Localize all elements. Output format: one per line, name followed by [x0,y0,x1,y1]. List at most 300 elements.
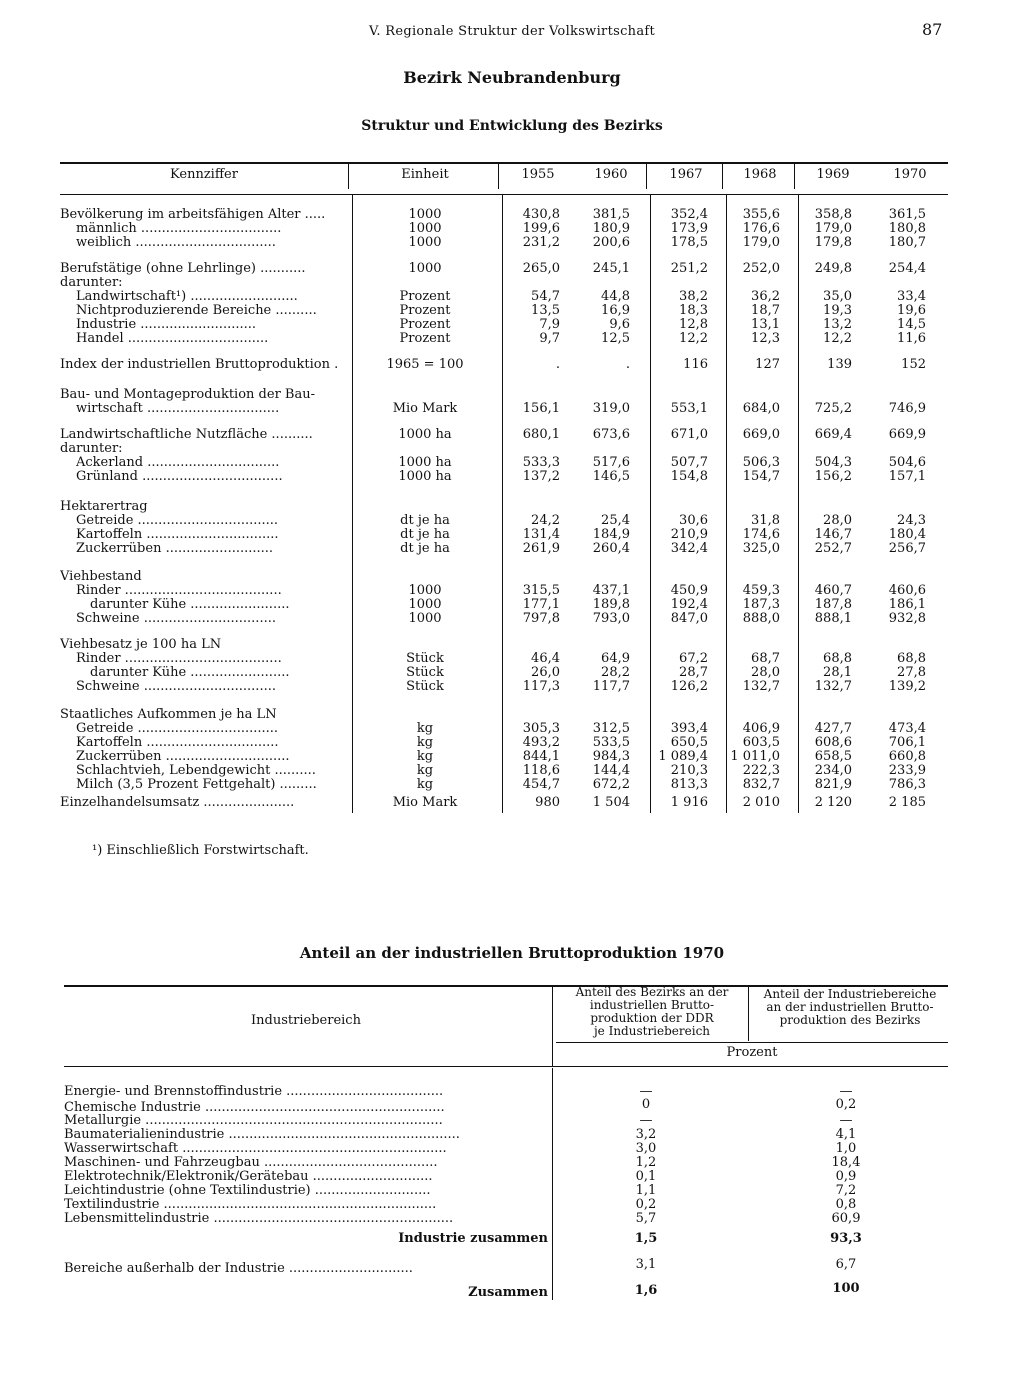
row-label: Industrie ............................ [76,318,257,332]
value: 27,8 [897,665,926,680]
value: 157,1 [888,469,926,484]
row-label: weiblich .................................. [76,236,276,250]
divider [726,195,727,813]
value: 46,4 [531,651,560,666]
value-a: 5,7 [635,1211,657,1226]
value: 361,5 [888,207,926,222]
value: 38,2 [679,289,708,304]
row-label: Elektrotechnik/Elektronik/Gerätebau ............................. [64,1170,433,1184]
page-number: 87 [922,20,943,39]
value: 12,2 [679,331,708,346]
row-label: Berufstätige (ohne Lehrlinge) ........... [60,262,306,276]
value: 252,0 [742,261,780,276]
divider [650,195,651,813]
unit: 1000 [408,261,442,276]
sum-value-a: 1,5 [634,1231,658,1246]
col-header-a-line: produktion der DDR [590,1011,714,1025]
row-label: Milch (3,5 Prozent Fettgehalt) ......... [76,778,317,792]
value: 9,6 [609,317,630,332]
unit: Mio Mark [392,401,458,416]
row-label: Viehbestand [60,570,142,584]
value: 2 120 [814,795,852,810]
value: 352,4 [670,207,708,222]
value: 832,7 [742,777,780,792]
row-label: Maschinen- und Fahrzeugbau .......................................... [64,1156,438,1170]
table1-top-rule [60,162,948,164]
unit: Mio Mark [392,795,458,810]
unit: 1000 [408,597,442,612]
value: 187,3 [742,597,780,612]
value: 2 010 [742,795,780,810]
row-label: Metallurgie ........................................................................ [64,1114,443,1128]
value: 553,1 [670,401,708,416]
row-label: Schweine ................................ [76,612,276,626]
value: 13,2 [823,317,852,332]
value: 460,6 [888,583,926,598]
value: 12,8 [679,317,708,332]
value-a: 1,1 [635,1183,657,1198]
unit: Prozent [399,289,451,304]
value: 680,1 [522,427,560,442]
value-a: 3,0 [635,1141,657,1156]
unit: dt je ha [400,527,450,542]
row-label: Handel .................................. [76,332,269,346]
col-header: 1960 [594,167,628,182]
value: 844,1 [522,749,560,764]
value: 179,0 [742,235,780,250]
unit: dt je ha [400,541,450,556]
value: 671,0 [670,427,708,442]
row-label: Lebensmittelindustrie .......................................................... [64,1212,454,1226]
row-label: darunter: [60,442,123,456]
table2-header-rule [64,1066,948,1067]
value: 507,7 [670,455,708,470]
value-a: 0,2 [635,1197,657,1212]
value: 117,7 [592,679,630,694]
value: 28,1 [823,665,852,680]
col-header: 1968 [743,167,777,182]
value: 132,7 [814,679,852,694]
value: 233,9 [888,763,926,778]
row-label: Index der industriellen Bruttoproduktion . [60,358,339,372]
row-label: Kartoffeln ................................ [76,528,279,542]
total-label: Zusammen [468,1285,548,1300]
unit: Prozent [399,317,451,332]
value: 189,8 [592,597,630,612]
value-b: 0,2 [835,1097,857,1112]
value-a: 3,2 [635,1127,657,1142]
divider [794,163,795,189]
value: 1 011,0 [730,749,780,764]
value: 658,5 [814,749,852,764]
value: 137,2 [522,469,560,484]
col-header: 1969 [816,167,850,182]
col-header: Einheit [401,167,449,182]
value: 139 [827,357,852,372]
value: 888,1 [814,611,852,626]
row-label: Leichtindustrie (ohne Textilindustrie) ............................ [64,1184,431,1198]
unit: Stück [406,651,444,666]
value-b: 0,8 [835,1197,857,1212]
value: 672,2 [592,777,630,792]
total-value-a: 1,6 [634,1283,658,1298]
value: 251,2 [670,261,708,276]
page-title: Bezirk Neubrandenburg [403,68,621,87]
value-b: 0,9 [835,1169,857,1184]
value: 381,5 [592,207,630,222]
row-label: wirtschaft ................................ [76,402,280,416]
value: 68,7 [751,651,780,666]
unit: 1000 [408,207,442,222]
value: 305,3 [522,721,560,736]
value: 24,2 [531,513,560,528]
value: 533,3 [522,455,560,470]
value: 44,8 [601,289,630,304]
value-a: 0 [641,1097,651,1112]
value: 793,0 [592,611,630,626]
value: 30,6 [679,513,708,528]
value: 1 916 [670,795,708,810]
value: 506,3 [742,455,780,470]
value: 68,8 [897,651,926,666]
row-label: Zuckerrüben .......................... [76,542,274,556]
row-label: männlich .................................. [76,222,282,236]
value: 28,0 [751,665,780,680]
value: 669,9 [888,427,926,442]
value: 127 [755,357,780,372]
value: 450,9 [670,583,708,598]
col-header-b-line: Anteil der Industriebereiche [763,987,937,1001]
value: 144,4 [592,763,630,778]
divider [646,163,647,189]
value: 116 [683,357,708,372]
value: 13,5 [531,303,560,318]
value: 231,2 [522,235,560,250]
value: 154,8 [670,469,708,484]
value: 146,7 [814,527,852,542]
row-label: Einzelhandelsumsatz ...................... [60,796,295,810]
row-label: Getreide .................................. [76,722,279,736]
row-label: Kartoffeln ................................ [76,736,279,750]
unit-label: Prozent [726,1045,778,1060]
value: 26,0 [531,665,560,680]
value: 234,0 [814,763,852,778]
value: . [555,357,560,372]
row-label: Baumaterialienindustrie ........................................................ [64,1128,460,1142]
row-label: Bau- und Montageproduktion der Bau- [60,388,315,402]
row-label: darunter Kühe ........................ [90,666,290,680]
value: 156,1 [522,401,560,416]
value: 180,9 [592,221,630,236]
value: 454,7 [522,777,560,792]
value: 1 089,4 [658,749,708,764]
value-a: — [639,1113,653,1128]
value: 210,3 [670,763,708,778]
value: 460,7 [814,583,852,598]
value: 12,5 [601,331,630,346]
row-label: darunter: [60,276,123,290]
value: 67,2 [679,651,708,666]
value: 33,4 [897,289,926,304]
unit: Stück [406,679,444,694]
unit: Stück [406,665,444,680]
value: 31,8 [751,513,780,528]
row-label: Getreide .................................. [76,514,279,528]
value: 178,5 [670,235,708,250]
row-label: Chemische Industrie .......................................................... [64,1101,445,1115]
row-label: Schlachtvieh, Lebendgewicht .......... [76,764,316,778]
value: 68,8 [823,651,852,666]
value-b: — [839,1084,853,1099]
col-header-b-line: an der industriellen Brutto- [766,1000,934,1014]
value: 319,0 [592,401,630,416]
value: 179,8 [814,235,852,250]
value: 980 [535,795,560,810]
divider [498,163,499,189]
row-label: darunter Kühe ........................ [90,598,290,612]
value: 504,6 [888,455,926,470]
value: 430,8 [522,207,560,222]
value: 650,5 [670,735,708,750]
unit: Prozent [399,303,451,318]
unit: Prozent [399,331,451,346]
value-b: 4,1 [835,1127,857,1142]
value: 28,7 [679,665,708,680]
value: 18,3 [679,303,708,318]
value: 1 504 [592,795,630,810]
value: 146,5 [592,469,630,484]
col-header-industriebereich: Industriebereich [251,1013,361,1028]
value: . [625,357,630,372]
row-label: Hektarertrag [60,500,148,514]
value: 117,3 [522,679,560,694]
value: 13,1 [751,317,780,332]
table1-header-rule [60,194,948,195]
value: 180,8 [888,221,926,236]
value-b: 7,2 [835,1183,857,1198]
unit: 1000 [408,611,442,626]
value: 36,2 [751,289,780,304]
value: 156,2 [814,469,852,484]
row-label: Bereiche außerhalb der Industrie .............................. [64,1262,413,1276]
value: 16,9 [601,303,630,318]
col-header: 1955 [521,167,555,182]
value: 821,9 [814,777,852,792]
value: 406,9 [742,721,780,736]
row-label: Nichtproduzierende Bereiche .......... [76,304,317,318]
value: 725,2 [814,401,852,416]
row-label: Grünland .................................. [76,470,283,484]
value: 152 [901,357,926,372]
value: 19,6 [897,303,926,318]
unit: dt je ha [400,513,450,528]
value: 437,1 [592,583,630,598]
value: 355,6 [742,207,780,222]
row-label: Viehbesatz je 100 ha LN [60,638,222,652]
value: 533,5 [592,735,630,750]
value: 660,8 [888,749,926,764]
row-label: Staatliches Aufkommen je ha LN [60,708,277,722]
col-header: Kennziffer [170,167,238,182]
divider [748,986,749,1041]
value: 187,8 [814,597,852,612]
value: 12,3 [751,331,780,346]
divider [352,195,353,813]
value: 813,3 [670,777,708,792]
value: 459,3 [742,583,780,598]
value: 126,2 [670,679,708,694]
col-header-a-line: Anteil des Bezirks an der [575,985,729,999]
value: 393,4 [670,721,708,736]
value: 325,0 [742,541,780,556]
value: 192,4 [670,597,708,612]
row-label: Wasserwirtschaft ................................................................ [64,1142,447,1156]
unit: kg [416,735,434,750]
row-label: Landwirtschaft¹) .......................... [76,290,298,304]
unit: 1000 [408,235,442,250]
unit: 1000 [408,221,442,236]
col-header: 1967 [669,167,703,182]
row-label: Energie- und Brennstoffindustrie ...................................... [64,1085,444,1099]
value: 179,0 [814,221,852,236]
value: 139,2 [888,679,926,694]
value: 184,9 [592,527,630,542]
value: 847,0 [670,611,708,626]
unit: 1000 ha [398,469,452,484]
value: 603,5 [742,735,780,750]
row-label: Ackerland ................................ [76,456,280,470]
value: 493,2 [522,735,560,750]
value: 932,8 [888,611,926,626]
total-value-b: 100 [832,1281,860,1296]
divider [552,1068,553,1300]
value: 173,9 [670,221,708,236]
value: 25,4 [601,513,630,528]
value: 199,6 [522,221,560,236]
value: 706,1 [888,735,926,750]
value: 24,3 [897,513,926,528]
value: 608,6 [814,735,852,750]
value: 673,6 [592,427,630,442]
value: 517,6 [592,455,630,470]
value: 984,3 [592,749,630,764]
value-b: 60,9 [831,1211,861,1226]
value: 11,6 [897,331,926,346]
value: 249,8 [814,261,852,276]
value: 118,6 [522,763,560,778]
value: 312,5 [592,721,630,736]
value: 669,0 [742,427,780,442]
value: 180,4 [888,527,926,542]
value: 358,8 [814,207,852,222]
value: 7,9 [539,317,560,332]
value: 786,3 [888,777,926,792]
value-a: 0,1 [635,1169,657,1184]
value: 746,9 [888,401,926,416]
table2-title: Anteil an der industriellen Bruttoproduktion 1970 [299,944,725,962]
divider [722,163,723,189]
value: 174,6 [742,527,780,542]
value: 186,1 [888,597,926,612]
value: 797,8 [522,611,560,626]
unit: 1000 [408,583,442,598]
value: 252,7 [814,541,852,556]
value: 504,3 [814,455,852,470]
value: 14,5 [897,317,926,332]
row-label: Rinder ...................................... [76,584,282,598]
value: 154,7 [742,469,780,484]
row-label: Textilindustrie .................................................................. [64,1198,437,1212]
value: 177,1 [522,597,560,612]
col-header-a-line: industriellen Brutto- [589,998,715,1012]
sum-value-b: 93,3 [830,1231,862,1246]
row-label: Bevölkerung im arbeitsfähigen Alter ..... [60,208,326,222]
col-header: 1970 [893,167,927,182]
row-label: Zuckerrüben .............................. [76,750,290,764]
value: 473,4 [888,721,926,736]
value: 254,4 [888,261,926,276]
value: 28,2 [601,665,630,680]
unit: 1000 ha [398,427,452,442]
row-label: Landwirtschaftliche Nutzfläche .......... [60,428,313,442]
value: 315,5 [522,583,560,598]
unit: kg [416,749,434,764]
value: 684,0 [742,401,780,416]
value-b: 6,7 [835,1257,857,1272]
value: 35,0 [823,289,852,304]
col-header-a-line: je Industriebereich [593,1024,711,1038]
unit: kg [416,721,434,736]
value: 64,9 [601,651,630,666]
footnote: ¹) Einschließlich Forstwirtschaft. [92,843,309,858]
value: 210,9 [670,527,708,542]
value: 131,4 [522,527,560,542]
value-a: 3,1 [635,1257,657,1272]
value: 669,4 [814,427,852,442]
value: 54,7 [531,289,560,304]
value-b: 1,0 [835,1141,857,1156]
value: 12,2 [823,331,852,346]
value: 888,0 [742,611,780,626]
value: 245,1 [592,261,630,276]
divider [502,195,503,813]
value: 200,6 [592,235,630,250]
table-title: Struktur und Entwicklung des Bezirks [361,118,663,134]
value: 342,4 [670,541,708,556]
value: 261,9 [522,541,560,556]
value: 9,7 [539,331,560,346]
sum-label: Industrie zusammen [398,1231,548,1246]
value: 265,0 [522,261,560,276]
value-a: — [639,1084,653,1099]
value: 19,3 [823,303,852,318]
value: 2 185 [888,795,926,810]
value: 180,7 [888,235,926,250]
value: 222,3 [742,763,780,778]
running-title: V. Regionale Struktur der Volkswirtschaft [368,24,656,39]
unit: 1000 ha [398,455,452,470]
value-b: — [839,1113,853,1128]
value: 256,7 [888,541,926,556]
value: 427,7 [814,721,852,736]
unit: kg [416,763,434,778]
divider [348,163,349,189]
value: 132,7 [742,679,780,694]
row-label: Rinder ...................................... [76,652,282,666]
value: 18,7 [751,303,780,318]
value-a: 1,2 [635,1155,657,1170]
unit: kg [416,777,434,792]
